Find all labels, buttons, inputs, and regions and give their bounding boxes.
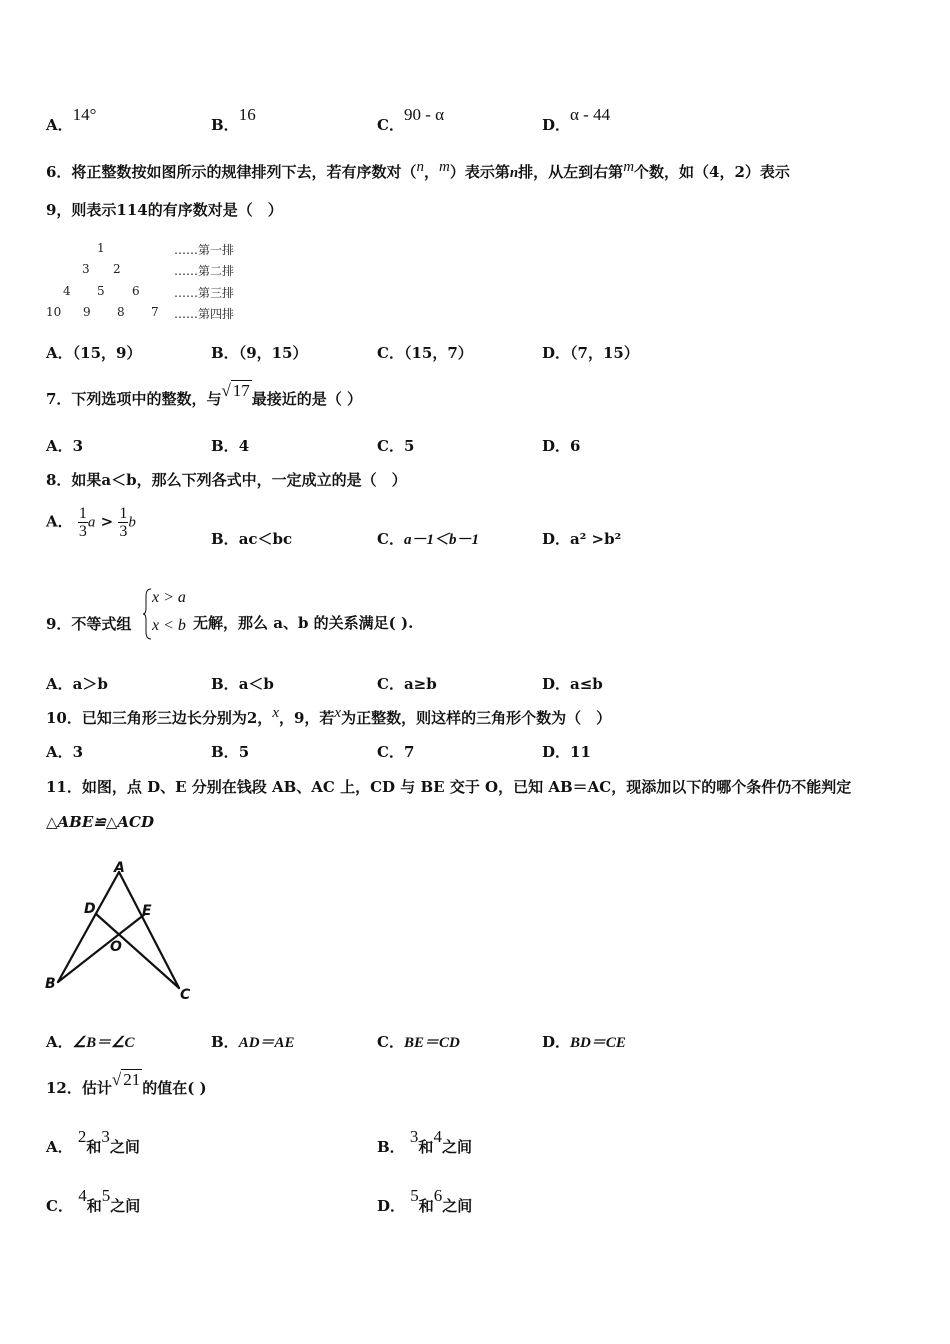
var-a: a [87, 514, 96, 531]
var-x: x [272, 705, 279, 721]
q11-stem-line1: 11．如图，点 D、E 分别在钱段 AB、AC 上，CD 与 BE 交于 O，已知 AB＝AC，现添加以下的哪个条件仍不能判定 [46, 778, 852, 796]
option-value: 6 [570, 437, 581, 455]
option-value: 7 [403, 743, 415, 761]
option-and: 和 [86, 1138, 102, 1156]
q6-text: 排，从左到右第 [518, 163, 624, 181]
option-value: 14° [72, 105, 97, 124]
q6-option-a[interactable] [46, 342, 141, 363]
var-b: b [128, 514, 136, 531]
q12-stem [46, 1070, 207, 1098]
q10-option-b[interactable] [211, 741, 249, 762]
option-value: BE＝CD [403, 1035, 460, 1051]
var-n: n [416, 159, 424, 175]
q5-option-c[interactable] [377, 105, 445, 135]
option-letter: A． [46, 675, 73, 693]
q6-option-b[interactable] [211, 342, 308, 363]
sqrt-21: √ 21 [111, 1070, 141, 1089]
row-label: ……第一排 [174, 243, 235, 257]
radicand: 17 [232, 381, 250, 400]
q9-option-a[interactable] [46, 673, 108, 694]
q11-option-a[interactable] [46, 1031, 135, 1052]
option-value: ∠B＝∠C [72, 1035, 135, 1051]
option-value: a≤b [570, 675, 603, 693]
option-value: 3 [72, 743, 84, 761]
triangle-number: 6 [132, 284, 140, 298]
option-value: BD＝CE [570, 1035, 626, 1051]
triangle-number: 1 [97, 241, 105, 255]
greater-than-sign: > [100, 512, 114, 531]
option-letter: A． [46, 1033, 73, 1051]
q9-stem-post: 无解，那么 a、b 的关系满足( ). [193, 614, 414, 632]
option-and: 和 [86, 1197, 102, 1215]
q6-option-d[interactable] [542, 342, 639, 363]
label-o: O [110, 939, 122, 955]
option-value: 3 [72, 437, 84, 455]
option-and: 和 [418, 1197, 434, 1215]
option-num1: 3 [409, 1127, 419, 1146]
var-x: x [334, 705, 342, 721]
option-value: 11 [570, 743, 591, 761]
option-letter: B． [211, 344, 239, 362]
q7-option-d[interactable] [542, 435, 580, 456]
fraction-one-third [78, 505, 88, 540]
option-letter: B． [211, 530, 239, 548]
triangle-number: 4 [63, 284, 71, 298]
sqrt-17: √ 17 [221, 381, 250, 400]
option-num2: 3 [101, 1127, 110, 1146]
q7-option-b[interactable] [211, 435, 249, 456]
q6-option-c[interactable] [377, 342, 473, 363]
option-letter: C． [46, 1197, 73, 1215]
q10-text: 为正整数，则这样的三角形个数为（ ） [341, 709, 612, 727]
option-letter: B． [377, 1138, 405, 1156]
ineq-2: x < b [152, 617, 186, 634]
q6-comma: ， [423, 163, 439, 181]
option-letter: D． [377, 1197, 406, 1215]
q9-option-d[interactable] [542, 673, 603, 694]
ineq-1: x > a [152, 589, 186, 606]
option-letter: B． [211, 437, 239, 455]
q10-text: ，9，若 [278, 709, 335, 727]
q6-stem-line1 [46, 161, 790, 182]
option-value: 16 [238, 105, 256, 124]
option-num2: 4 [433, 1127, 442, 1146]
q10-text: 10．已知三角形三边长分别为2， [46, 709, 273, 727]
option-num1: 2 [77, 1127, 87, 1146]
numerator: 1 [119, 505, 128, 522]
q10-stem [46, 707, 611, 728]
segment-be [58, 914, 145, 982]
option-letter: C． [377, 437, 404, 455]
row-label: ……第四排 [174, 307, 235, 321]
option-num2: 6 [433, 1186, 443, 1205]
q9-option-c[interactable] [377, 673, 437, 694]
q12-text: 12．估计 [46, 1079, 112, 1097]
segment-cd [96, 914, 179, 988]
option-value: （9，15） [238, 344, 308, 362]
option-value: a－1＜b－1 [403, 532, 479, 548]
q6-text: ）表示第 [449, 163, 510, 181]
q10-option-a[interactable] [46, 741, 83, 762]
var-m: m [438, 159, 450, 175]
triangle-number: 2 [113, 262, 121, 276]
option-value: 5 [403, 437, 415, 455]
q8-option-d[interactable] [542, 528, 621, 549]
label-e: E [142, 903, 152, 919]
option-letter: B． [211, 675, 239, 693]
option-value: a² >b² [570, 530, 622, 548]
option-value: ac＜bc [238, 530, 293, 548]
q6-text: 个数，如（4，2）表示 [634, 163, 790, 181]
q12-option-d[interactable] [377, 1186, 473, 1216]
q7-text: 最接近的是（ ） [251, 390, 363, 408]
option-letter: D． [542, 530, 571, 548]
option-letter: A． [46, 116, 73, 134]
side-ac [119, 872, 179, 988]
triangle-number: 5 [97, 284, 105, 298]
option-letter: C． [377, 530, 404, 548]
q5-option-d[interactable] [542, 105, 611, 135]
q9-stem-pre: 9．不等式组 [46, 615, 132, 633]
q12-option-c[interactable] [46, 1186, 141, 1216]
label-a: A [114, 860, 125, 876]
numerator: 1 [78, 505, 87, 522]
q10-option-d[interactable] [542, 741, 591, 762]
option-between: 之间 [109, 1138, 140, 1156]
option-num1: 5 [410, 1186, 419, 1205]
option-letter: C． [377, 743, 404, 761]
option-value: （7，15） [570, 344, 639, 362]
option-letter: D． [542, 743, 571, 761]
triangle-figure [42, 860, 202, 1005]
triangle-number: 8 [117, 305, 125, 319]
q10-option-c[interactable] [377, 741, 414, 762]
option-letter: A． [46, 743, 73, 761]
option-letter: A． [46, 1138, 73, 1156]
q12-option-a[interactable] [46, 1127, 140, 1157]
fraction-one-third [118, 505, 128, 540]
option-letter: D． [542, 116, 571, 134]
var-m: m [623, 159, 635, 175]
triangle-number: 7 [151, 305, 159, 319]
option-value: 4 [238, 437, 250, 455]
option-letter: D． [542, 675, 571, 693]
q9-option-b[interactable] [211, 673, 274, 694]
option-between: 之间 [110, 1197, 141, 1215]
option-letter: D． [542, 344, 571, 362]
option-between: 之间 [441, 1138, 472, 1156]
option-letter: C． [377, 1033, 404, 1051]
option-letter: C． [377, 344, 404, 362]
label-c: C [180, 987, 191, 1003]
label-b: B [45, 976, 56, 992]
option-num1: 4 [78, 1186, 87, 1205]
option-value: a≥b [403, 675, 437, 693]
option-and: 和 [418, 1138, 434, 1156]
q7-option-a[interactable] [46, 435, 83, 456]
q5-option-b[interactable] [211, 105, 256, 135]
q12-text: 的值在( ) [142, 1079, 207, 1097]
option-letter: B． [211, 1033, 239, 1051]
q5-option-a[interactable] [46, 105, 97, 135]
q11-option-d[interactable] [542, 1031, 626, 1052]
row-label: ……第二排 [174, 264, 235, 278]
row-label: ……第三排 [174, 286, 235, 300]
q6-text: 6．将正整数按如图所示的规律排列下去，若有序数对（ [46, 163, 417, 181]
q7-option-c[interactable] [377, 435, 414, 456]
q11-option-c[interactable] [377, 1031, 460, 1052]
option-letter: A． [46, 344, 73, 362]
option-value: （15，7） [403, 344, 473, 362]
option-value: a＜b [238, 675, 274, 693]
option-letter: D． [542, 437, 571, 455]
option-value: AD＝AE [238, 1035, 295, 1051]
q7-text: 7．下列选项中的整数，与 [46, 390, 222, 408]
option-letter: A． [46, 437, 73, 455]
q8-option-c[interactable] [377, 528, 479, 549]
option-between: 之间 [442, 1197, 473, 1215]
q12-option-b[interactable] [377, 1127, 472, 1157]
option-letter: A． [46, 512, 73, 531]
option-value: 90 - α [403, 105, 445, 124]
option-letter: C． [377, 116, 404, 134]
radicand: 21 [123, 1070, 141, 1089]
q8-option-b[interactable] [211, 528, 292, 549]
label-d: D [84, 901, 96, 917]
option-value: α - 44 [570, 105, 611, 124]
q6-stem-line2: 9，则表示114的有序数对是（ ） [46, 201, 283, 219]
q8-stem: 8．如果a＜b，那么下列各式中，一定成立的是（ ） [46, 471, 407, 489]
var-n: n [509, 165, 519, 181]
option-letter: C． [377, 675, 404, 693]
q8-option-a[interactable] [46, 505, 136, 540]
triangle-number: 9 [83, 305, 91, 319]
option-letter: D． [542, 1033, 571, 1051]
triangle-number: 10 [46, 305, 62, 319]
denominator: 3 [119, 523, 128, 540]
denominator: 3 [78, 523, 87, 540]
q11-stem-line2: △ABE≌△ACD [46, 813, 154, 831]
option-value: 5 [238, 743, 250, 761]
option-num2: 5 [101, 1186, 111, 1205]
option-value: （15，9） [72, 344, 142, 362]
q11-option-b[interactable] [211, 1031, 295, 1052]
option-letter: B． [211, 743, 239, 761]
option-value: a＞b [72, 675, 108, 693]
q7-stem [46, 381, 363, 409]
triangle-number: 3 [82, 262, 90, 276]
option-letter: B． [211, 116, 239, 134]
